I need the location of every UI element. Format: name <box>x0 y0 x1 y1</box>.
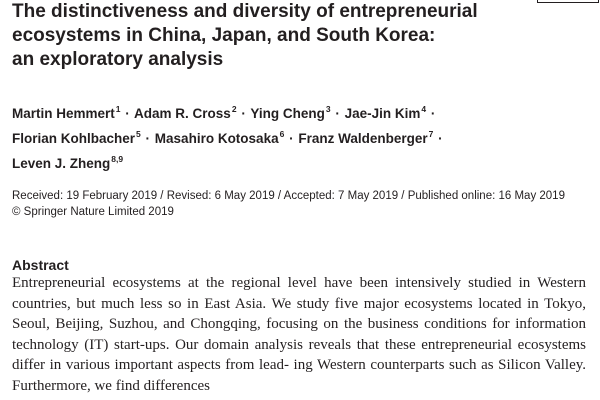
author[interactable]: Masahiro Kotosaka$^6$ <box>154 129 285 146</box>
author[interactable]: Ying Cheng$^3$ <box>250 104 331 121</box>
author-separator: · <box>430 106 436 121</box>
author[interactable]: Florian Kohlbacher$^5$ <box>12 129 141 146</box>
copyright-notice: © Springer Nature Limited 2019 <box>12 206 174 218</box>
author[interactable]: Martin Hemmert$^1$ <box>12 104 121 121</box>
affiliation-marker: 3 <box>325 104 331 114</box>
abstract-text <box>12 273 586 397</box>
affiliation-marker: 7 <box>428 129 434 139</box>
author[interactable]: Leven J. Zheng$^{8,9}$ <box>12 154 124 171</box>
abstract-line: conditions for information technology (IT) start-ups. Our domain analysis reveals <box>12 316 587 353</box>
title-line: ecosystems in China, Japan, and South Korea: <box>12 25 436 46</box>
article-title <box>12 0 532 72</box>
affiliation-marker: 8,9 <box>111 154 124 164</box>
author-list <box>12 99 572 174</box>
abstract-line: located in Tokyo, Seoul, Beijing, Suzhou, and Chongqing, focusing on the business <box>12 295 587 333</box>
abstract-line: Western countries, but much less so in East Asia. We study five major ecosystems <box>12 275 587 312</box>
title-line: The distinctiveness and diversity of entrepreneurial <box>12 1 478 22</box>
affiliation-marker: 1 <box>115 104 121 114</box>
author-separator: · <box>335 106 340 121</box>
title-line: an exploratory analysis <box>12 49 224 70</box>
author-separator: · <box>438 131 443 146</box>
affiliation-marker: 4 <box>421 104 427 114</box>
author-separator: · <box>241 106 246 121</box>
author[interactable]: Jae-Jin Kim$^4$ <box>344 104 427 121</box>
affiliation-marker: 6 <box>279 129 285 139</box>
affiliation-marker: 5 <box>136 129 141 139</box>
author-separator: · <box>145 131 151 146</box>
author-separator: · <box>125 106 130 121</box>
abstract-line: ing Western counterparts such as Silicon Valley. Furthermore, we find differences <box>12 357 587 394</box>
abstract-line: Entrepreneurial ecosystems at the regional level have been intensively studied in <box>12 275 531 291</box>
affiliation-marker: 2 <box>231 104 237 114</box>
header-box <box>537 0 599 3</box>
abstract-heading: Abstract <box>12 257 69 273</box>
author[interactable]: Franz Waldenberger$^7$ <box>298 129 434 146</box>
author-separator: · <box>289 131 294 146</box>
publication-dates: Received: 19 February 2019 / Revised: 6 May 2019 / Accepted: 7 May 2019 / Published online: 16 May 2019 <box>12 190 565 202</box>
abstract-line: that these entrepreneurial ecosystems differ in various important aspects from lead- <box>12 336 586 374</box>
author[interactable]: Adam R. Cross$^2$ <box>134 104 237 121</box>
